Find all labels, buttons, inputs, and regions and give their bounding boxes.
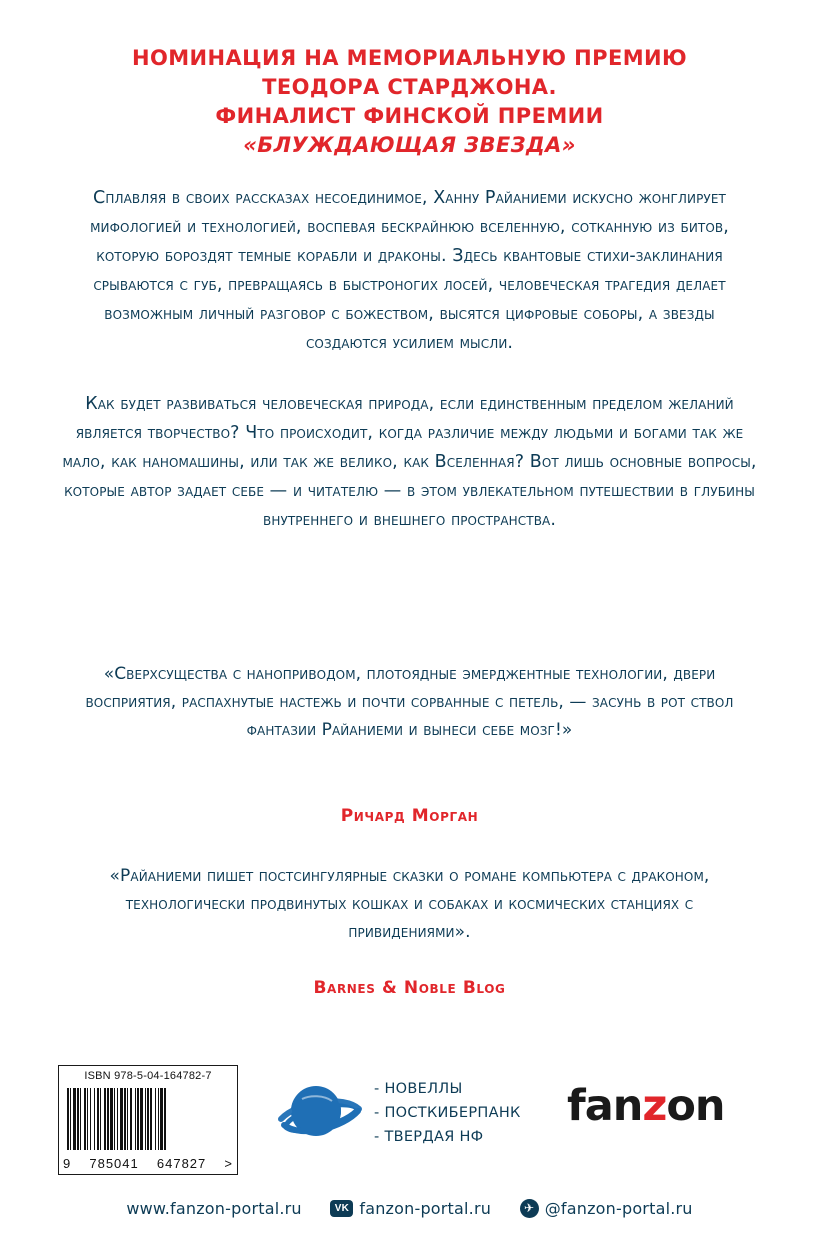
barcode-bars: [67, 1088, 231, 1150]
publisher-part-1: fan: [567, 1081, 643, 1131]
publisher-wordmark: [567, 1081, 725, 1131]
ean-digits: [63, 1156, 233, 1171]
vk-link[interactable]: fanzon-portal.ru: [359, 1199, 492, 1218]
planet-icon: [272, 1069, 364, 1161]
review-source-1: Ричард Морган: [340, 806, 479, 826]
award-line-3: ФИНАЛИСТ ФИНСКОЙ ПРЕМИИ: [215, 104, 604, 128]
isbn-barcode: [58, 1065, 238, 1175]
vk-icon[interactable]: VK: [330, 1200, 353, 1217]
series-item-1: - НОВЕЛЛЫ: [374, 1081, 463, 1097]
publisher-accent: z: [642, 1081, 667, 1131]
series-list: [374, 1077, 521, 1149]
series-item-3: - ТВЕРДАЯ НФ: [374, 1129, 484, 1145]
series-item-2: - ПОСТКИБЕРПАНК: [374, 1105, 521, 1121]
ean-middle-digits: 785041: [89, 1156, 139, 1171]
publisher-part-2: on: [666, 1081, 725, 1131]
award-line-1: НОМИНАЦИЯ НА МЕМОРИАЛЬНУЮ ПРЕМИЮ: [131, 46, 688, 70]
isbn-text: ISBN 978-5-04-164782-7: [84, 1070, 212, 1082]
review-quote-1: «Сверхсущества с наноприводом, плотоядные эмерджентные технологии, двери восприятия, распахнутые настежь и почти сорванные с петель, — засунь в рот ствол фантазии Райаниеми и вынеси себе мозг!»: [85, 664, 734, 740]
cover-footer: [0, 1055, 819, 1242]
award-heading: [0, 44, 819, 160]
telegram-icon[interactable]: ✈: [520, 1199, 539, 1218]
review-source-2: Barnes & Noble Blog: [313, 978, 506, 998]
footer-links: [0, 1198, 819, 1218]
award-line-4: «БЛУЖДАЮЩАЯ ЗВЕЗДА»: [243, 133, 576, 157]
blurb-paragraph-2: Как будет развиваться человеческая природа, если единственным пределом желаний является творчество? Что происходит, когда различие между людьми и богами так же мало, как наномашины, или так же велико, как Вселенная? Вот лишь основные вопросы, которые автор задает себе — и читателю — в этом увлекательном путешествии в глубины внутреннего и внешнего пространства.: [62, 394, 757, 530]
award-line-2: ТЕОДОРА СТАРДЖОНА.: [262, 75, 557, 99]
review-quote-2: «Райаниеми пишет постсингулярные сказки о романе компьютера с драконом, технологически продвинутых кошках и собаках и космических станциях с привидениями».: [109, 866, 710, 942]
ean-suffix: >: [224, 1156, 233, 1171]
website-link[interactable]: www.fanzon-portal.ru: [126, 1199, 302, 1218]
ean-left-digit: 9: [63, 1156, 72, 1171]
telegram-link[interactable]: @fanzon-portal.ru: [544, 1199, 693, 1218]
ean-right-digits: 647827: [156, 1156, 207, 1171]
blurb-paragraph-1: Сплавляя в своих рассказах несоединимое, Ханну Райаниеми искусно жонглирует мифологией и технологией, воспевая бескрайнюю вселенную, сотканную из битов, которую бороздят темные корабли и драконы. Здесь квантовые стихи-заклинания срываются с губ, превращаясь в быстроногих лосей, человеческая трагедия делает возможным личный разговор с божеством, высятся цифровые соборы, а звезды создаются усилием мысли.: [90, 188, 729, 353]
